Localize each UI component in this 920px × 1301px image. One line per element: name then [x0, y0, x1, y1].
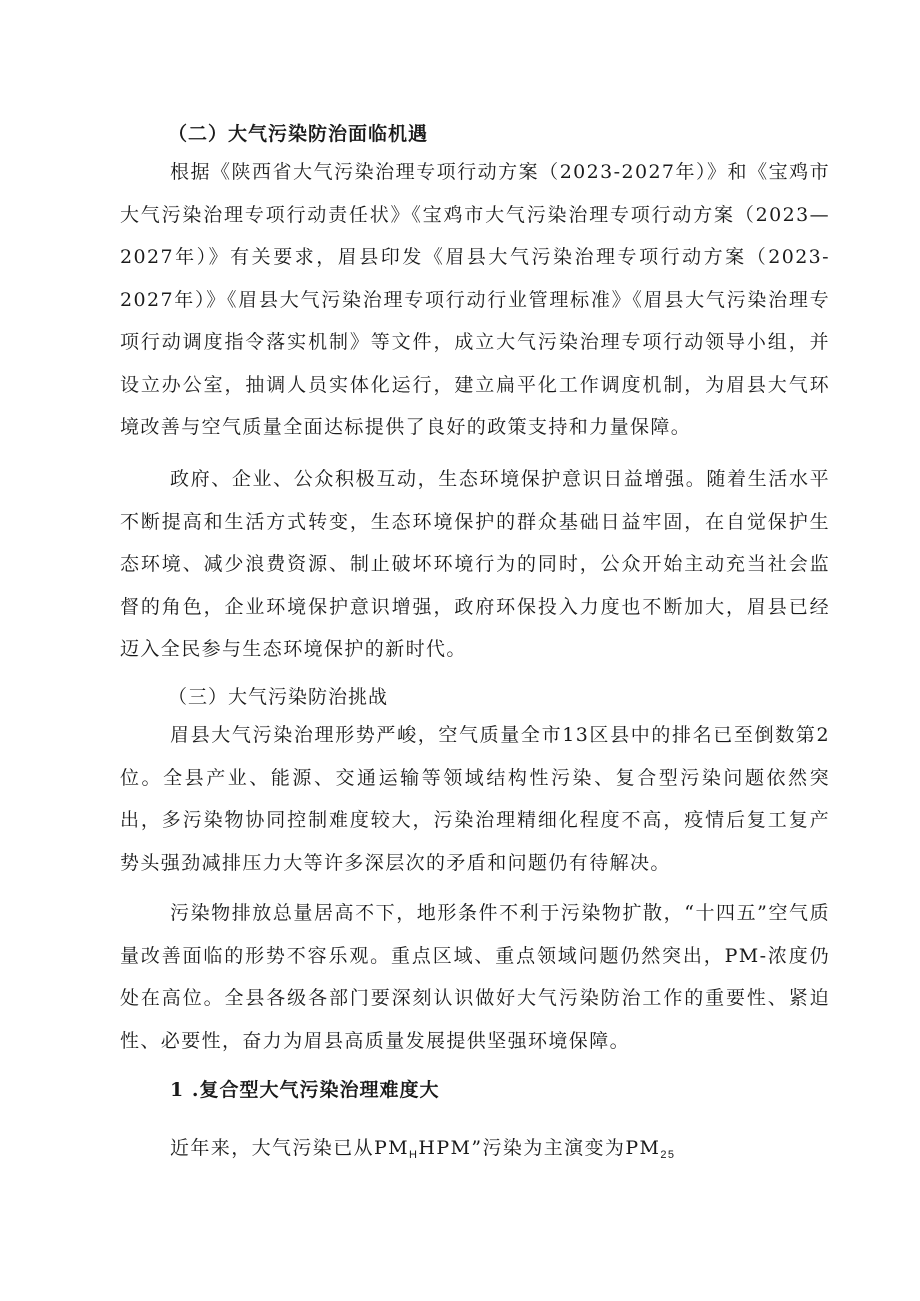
paragraph-emission-pressure: 污染物排放总量居高不下，地形条件不利于污染物扩散，“十四五”空气质量改善面临的形势不容乐观。重点区域、重点领域问题仍然突出，PM-浓度仍处在高位。全县各级各部门要深刻认识做好大气污染防治工作的重要性、紧迫性、必要性，奋力为眉县高质量发展提供坚强环境保障。: [120, 902, 830, 1052]
pm-subscript-25: 25: [660, 1149, 676, 1161]
paragraph-severe-situation: 眉县大气污染治理形势严峻，空气质量全市13区县中的排名已至倒数第2位。全县产业、能源、交通运输等领域结构性污染、复合型污染问题依然突出，多污染物协同控制难度较大，污染治理精细化程度不高，疫情后复工复产势头强劲减排压力大等许多深层次的矛盾和问题仍有待解决。: [120, 724, 830, 874]
section-heading-opportunities: （二）大气污染防治面临机遇: [168, 123, 429, 145]
paragraph-pm-evolution: [170, 1127, 830, 1177]
item-heading-compound-pollution: 1 .复合型大气污染治理难度大: [170, 1079, 440, 1101]
pm-text-start: 近年来，大气污染已从PM: [170, 1137, 410, 1159]
paragraph-public-awareness: 政府、企业、公众积极互动，生态环境保护意识日益增强。随着生活水平不断提高和生活方式转变，生态环境保护的群众基础日益牢固，在自觉保护生态环境、减少浪费资源、制止破坏环境行为的同时，公众开始主动充当社会监督的角色，企业环境保护意识增强，政府环保投入力度也不断加大，眉县已经迈入全民参与生态环境保护的新时代。: [120, 468, 830, 660]
pm-subscript-h: H: [409, 1149, 419, 1161]
pm-text-mid: HPM”污染为主演变为PM: [418, 1137, 661, 1159]
section-heading-challenges: （三）大气污染防治挑战: [168, 686, 389, 708]
paragraph-policy-support: 根据《陕西省大气污染治理专项行动方案（2023-2027年）》和《宝鸡市大气污染治理专项行动责任状》《宝鸡市大气污染治理专项行动方案（2023—2027年）》有关要求，眉县印发《眉县大气污染治理专项行动方案（2023-2027年）》《眉县大气污染治理专项行动行业管理标准》《眉县大气污染治理专项行动调度指令落实机制》等文件，成立大气污染治理专项行动领导小组，并设立办公室，抽调人员实体化运行，建立扁平化工作调度机制，为眉县大气环境改善与空气质量全面达标提供了良好的政策支持和力量保障。: [120, 161, 830, 438]
